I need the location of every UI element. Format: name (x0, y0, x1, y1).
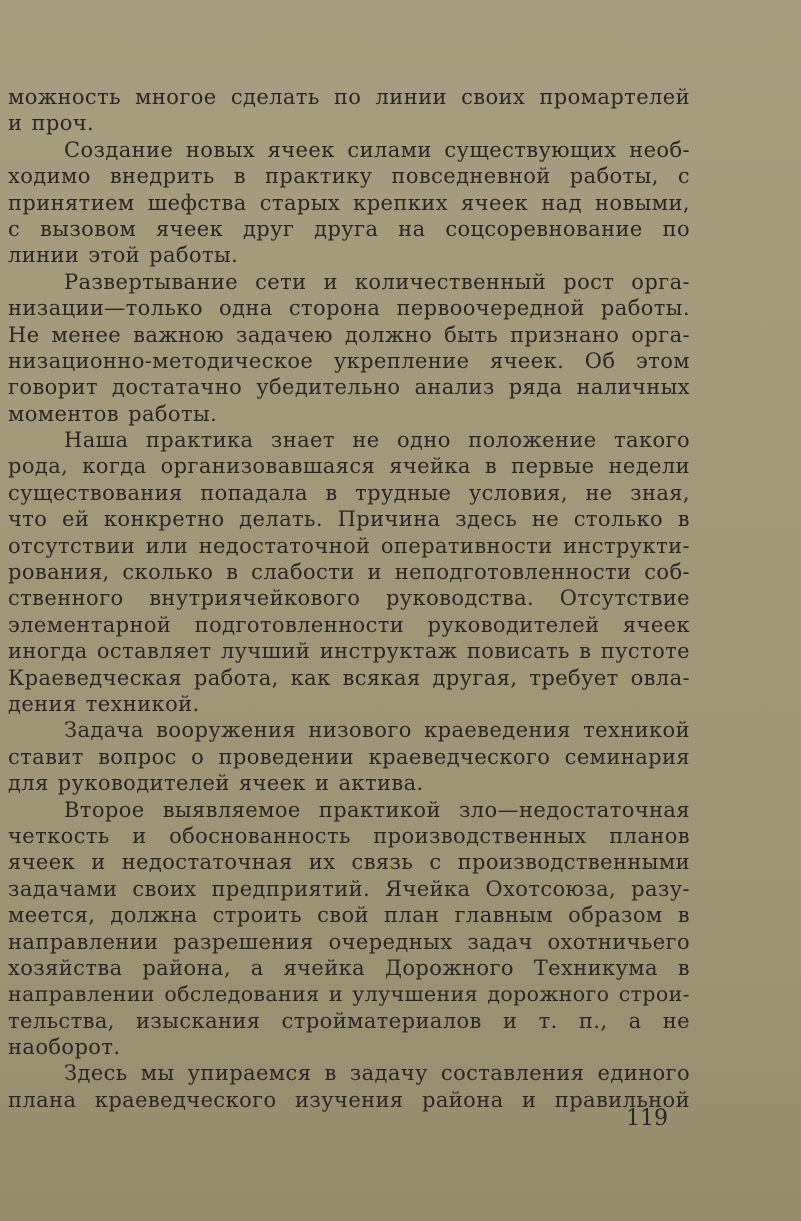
text-line: линии этой работы. (8, 243, 239, 268)
text-line: четкость и обоснованность производственных планов (8, 823, 690, 848)
text-line: задачами своих предприятий. Ячейка Охотсоюза, разу- (8, 876, 690, 901)
text-line: Второе выявляемое практикой зло—недостаточная (64, 797, 690, 822)
text-line: Развертывание сети и количественный рост орга- (64, 269, 690, 294)
text-line: ставит вопрос о проведении краеведческого семинария (8, 744, 690, 769)
text-line: плана краеведческого изучения района и правильной (8, 1087, 690, 1112)
text-line: иногда оставляет лучший инструктаж повисать в пустоте (8, 639, 690, 664)
text-line: ячеек и недостаточная их связь с производственными (8, 850, 690, 875)
text-line: с вызовом ячеек друг друга на соцсоревнование по (8, 216, 690, 241)
text-line: Здесь мы упираемся в задачу составления единого (64, 1061, 690, 1086)
text-line: Краеведческая работа, как всякая другая, требует овла- (8, 665, 690, 690)
text-line: и проч. (8, 111, 95, 136)
text-line: что ей конкретно делать. Причина здесь не столько в (8, 507, 690, 532)
text-line: хозяйства района, а ячейка Дорожного Техникума в (8, 955, 690, 980)
text-line: Наша практика знает не одно положение такого (64, 428, 690, 453)
text-line: рода, когда организовавшаяся ячейка в первые недели (8, 454, 690, 479)
body-text (8, 84, 690, 1113)
text-line: направлении разрешения очередных задач охотничьего (8, 929, 690, 954)
text-line: направлении обследования и улучшения дорожного строи- (8, 982, 690, 1007)
text-line: ходимо внедрить в практику повседневной работы, с (8, 164, 690, 189)
text-line: можность многое сделать по линии своих промартелей (8, 85, 690, 109)
text-line: наоборот. (8, 1035, 121, 1060)
text-line: говорит достатачно убедительно анализ ряда наличных (8, 375, 690, 400)
text-line: элементарной подготовленности руководителей ячеек (8, 612, 690, 637)
text-line: низации—только одна сторона первоочередной работы. (8, 296, 690, 321)
text-line: дения техникой. (8, 691, 200, 716)
text-line: Создание новых ячеек силами существующих необ- (64, 137, 690, 162)
text-line: отсутствии или недостаточной оперативности инструкти- (8, 533, 690, 558)
text-line: для руководителей ячеек и актива. (8, 771, 424, 796)
text-line: Не менее важною задачею должно быть признано орга- (8, 322, 690, 347)
text-line: ственного внутриячейкового руководства. Отсутствие (8, 586, 690, 611)
text-line: Задача вооружения низового краеведения техникой (64, 718, 690, 743)
text-line: меется, должна строить свой план главным образом в (8, 903, 690, 928)
text-line: моментов работы. (8, 401, 218, 426)
text-line: рования, сколько в слабости и неподготовленности соб- (8, 560, 690, 585)
text-line: существования попадала в трудные условия, не зная, (8, 480, 690, 505)
page-number: 119 (626, 1106, 668, 1131)
text-line: низационно-методическое укрепление ячеек. Об этом (8, 348, 690, 373)
text-line: тельства, изыскания стройматериалов и т. п., а не (8, 1008, 690, 1033)
text-line: принятием шефства старых крепких ячеек над новыми, (8, 190, 690, 215)
